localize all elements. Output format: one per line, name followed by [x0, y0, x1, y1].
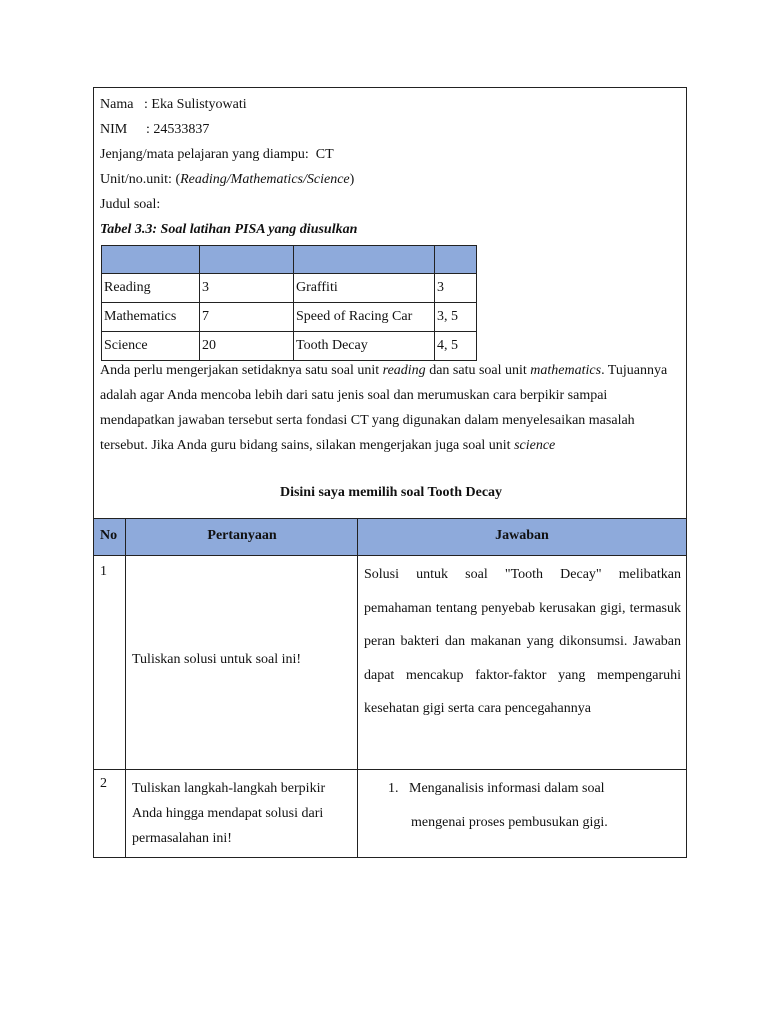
- unit-table: [101, 245, 477, 361]
- table-row: [102, 332, 477, 361]
- instruction-text: Anda perlu mengerjakan setidaknya satu soal unit: [100, 363, 383, 378]
- row-2-number: 2: [100, 776, 107, 791]
- column-divider: [357, 518, 358, 857]
- jenjang-label: Jenjang/mata pelajaran yang diampu:: [100, 147, 309, 162]
- row-2-question: Tuliskan langkah-langkah berpikir Anda hingga mendapat solusi dari permasalahan ini!: [132, 781, 326, 846]
- instruction-emphasis: reading: [382, 363, 426, 378]
- nama-line: [100, 92, 680, 117]
- list-item-line: Menganalisis informasi dalam soal: [409, 781, 605, 796]
- student-info: [100, 92, 680, 242]
- unit-questions: 3: [435, 274, 477, 303]
- nama-label: Nama: [100, 97, 134, 112]
- nim-value: : 24533837: [146, 122, 210, 137]
- unit-title: Speed of Racing Car: [294, 303, 435, 332]
- unit-label: Unit/no.unit: (: [100, 172, 181, 187]
- unit-questions: 4, 5: [435, 332, 477, 361]
- column-divider: [125, 518, 126, 857]
- unit-number: 3: [200, 274, 294, 303]
- unit-number: 20: [200, 332, 294, 361]
- header-no: No: [100, 528, 118, 543]
- unit-value: Reading/Mathematics/Science: [180, 172, 350, 187]
- table-row: [102, 274, 477, 303]
- instruction-emphasis: mathematics: [530, 363, 602, 378]
- jenjang-line: [100, 142, 680, 167]
- unit-table-header-cell: [102, 246, 200, 274]
- row-1-question: Tuliskan solusi untuk soal ini!: [132, 652, 302, 667]
- nim-label: NIM: [100, 122, 128, 137]
- chosen-question-title: Disini saya memilih soal Tooth Decay: [279, 485, 503, 500]
- list-item-line: mengenai proses pembusukan gigi.: [411, 815, 608, 830]
- jenjang-value: CT: [315, 147, 334, 162]
- header-answer: Jawaban: [495, 528, 549, 543]
- unit-number: 7: [200, 303, 294, 332]
- unit-name: Science: [102, 332, 200, 361]
- unit-questions: 3, 5: [435, 303, 477, 332]
- row-divider: [94, 769, 686, 770]
- instruction-text: dan satu soal unit: [425, 363, 531, 378]
- unit-name: Reading: [102, 274, 200, 303]
- qa-table-header: [94, 518, 686, 556]
- unit-table-header-cell: [200, 246, 294, 274]
- nama-value: : Eka Sulistyowati: [144, 97, 247, 112]
- judul-line: [100, 192, 680, 217]
- unit-table-header-cell: [294, 246, 435, 274]
- instruction-paragraph: [100, 358, 680, 458]
- list-marker: 1.: [388, 781, 399, 796]
- unit-table-header: [102, 246, 477, 274]
- table-row: [102, 303, 477, 332]
- unit-line: [100, 167, 680, 192]
- unit-close: ): [349, 172, 355, 187]
- unit-table-header-cell: [435, 246, 477, 274]
- row-1-number: 1: [100, 564, 107, 579]
- unit-title: Tooth Decay: [294, 332, 435, 361]
- document-frame: [93, 87, 687, 858]
- table-caption: Tabel 3.3: Soal latihan PISA yang diusulkan: [100, 222, 358, 237]
- unit-title: Graffiti: [294, 274, 435, 303]
- judul-label: Judul soal:: [100, 197, 161, 212]
- instruction-emphasis: science: [514, 438, 556, 453]
- unit-name: Mathematics: [102, 303, 200, 332]
- nim-line: [100, 117, 680, 142]
- header-question: Pertanyaan: [207, 528, 277, 543]
- row-1-answer: Solusi untuk soal "Tooth Decay" melibatkan pemahaman tentang penyebab kerusakan gigi, termasuk peran bakteri dan makanan yang dikonsumsi. Jawaban dapat mencakup faktor-faktor yang mempengaruhi kesehatan gigi serta cara pencegahannya: [364, 567, 681, 717]
- instruction-text: . Tujuannya adalah agar Anda mencoba lebih dari satu jenis soal dan merumuskan cara berpikir sampai mendapatkan jawaban tersebut serta fondasi CT yang digunakan dalam menyelesaikan masalah tersebut. Jika Anda guru bidang sains, silakan mengerjakan juga soal unit: [100, 363, 668, 453]
